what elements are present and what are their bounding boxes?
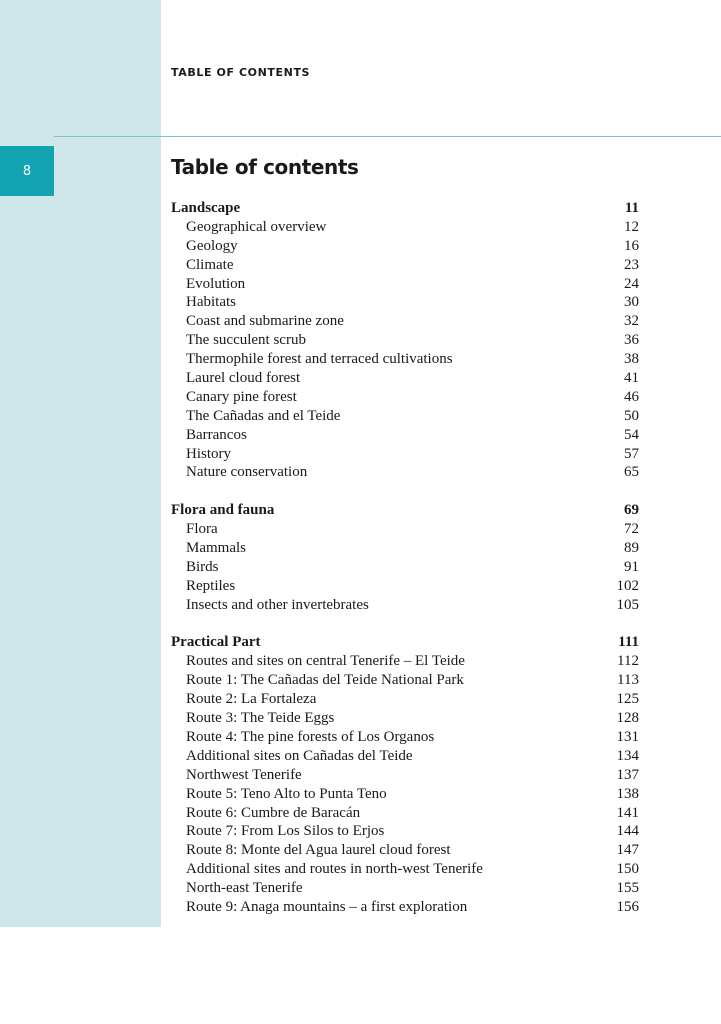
toc-entry-label: The succulent scrub [186, 332, 306, 349]
toc-entry-label: Nature conservation [186, 464, 308, 481]
toc-entry-label: Geology [186, 237, 238, 254]
toc-entry-label: Route 7: From Los Silos to Erjos [186, 823, 385, 840]
toc-entry[interactable] [171, 407, 639, 426]
toc-entry-page: 128 [616, 710, 639, 727]
toc-entry[interactable] [171, 293, 639, 312]
toc-entry-page: 16 [624, 237, 639, 254]
toc-entry-label: Evolution [186, 275, 246, 292]
toc-entry[interactable] [171, 652, 639, 671]
toc-entry-label: Route 8: Monte del Agua laurel cloud forest [186, 842, 451, 859]
toc-entry[interactable] [171, 350, 639, 369]
toc-entry-label: Route 1: The Cañadas del Teide National Park [186, 672, 464, 689]
toc-entry[interactable] [171, 275, 639, 294]
toc-entry[interactable] [171, 577, 639, 596]
toc-entry[interactable] [171, 671, 639, 690]
toc-entry-label: Route 2: La Fortaleza [186, 691, 317, 708]
toc-entry-label: Birds [186, 558, 219, 575]
toc-entry-label: Route 4: The pine forests of Los Organos [186, 728, 435, 745]
toc-entry-label: North-east Tenerife [186, 880, 303, 897]
toc-entry-page: 150 [616, 861, 639, 878]
toc-section-heading[interactable] [171, 501, 639, 520]
toc-entry-label: History [186, 445, 231, 462]
toc-section [171, 501, 639, 614]
toc-entry-label: Route 6: Cumbre de Baracán [186, 804, 361, 821]
toc-entry-label: Routes and sites on central Tenerife – El Teide [186, 653, 465, 670]
toc-entry[interactable] [171, 558, 639, 577]
toc-section-page: 69 [624, 502, 639, 519]
table-of-contents [171, 199, 639, 917]
toc-entry-page: 125 [616, 691, 639, 708]
toc-entry-label: Laurel cloud forest [186, 370, 301, 387]
toc-entry[interactable] [171, 785, 639, 804]
toc-entry-label: Habitats [186, 294, 236, 311]
toc-entry-page: 91 [624, 558, 639, 575]
toc-entry-page: 32 [624, 313, 639, 330]
toc-entry-label: Additional sites and routes in north-west Tenerife [186, 861, 483, 878]
toc-entry-label: Route 5: Teno Alto to Punta Teno [186, 785, 387, 802]
toc-entry-label: Thermophile forest and terraced cultivations [186, 351, 453, 368]
toc-section-heading[interactable] [171, 633, 639, 652]
toc-section-title: Flora and fauna [171, 502, 275, 519]
toc-entry-page: 156 [616, 898, 639, 915]
running-head: TABLE OF CONTENTS [171, 66, 311, 79]
toc-entry-page: 36 [624, 332, 639, 349]
toc-entry[interactable] [171, 822, 639, 841]
toc-entry-page: 57 [624, 445, 639, 462]
toc-entry-label: Mammals [186, 540, 246, 557]
page-number: 8 [22, 163, 32, 179]
toc-entry-label: Climate [186, 256, 234, 273]
toc-entry-page: 50 [624, 407, 639, 424]
toc-entry-page: 137 [616, 766, 639, 783]
toc-entry-label: Reptiles [186, 577, 236, 594]
toc-section [171, 199, 639, 482]
toc-entry-page: 141 [616, 804, 639, 821]
toc-entry-page: 155 [616, 880, 639, 897]
toc-entry[interactable] [171, 331, 639, 350]
toc-entry-page: 38 [624, 351, 639, 368]
page-title: Table of contents [171, 155, 359, 179]
toc-entry[interactable] [171, 841, 639, 860]
toc-entry-label: Geographical overview [186, 218, 327, 235]
toc-entry[interactable] [171, 445, 639, 464]
header-rule [54, 136, 721, 137]
toc-entry-label: Route 3: The Teide Eggs [186, 710, 335, 727]
toc-entry[interactable] [171, 690, 639, 709]
toc-entry-page: 89 [624, 540, 639, 557]
toc-entry[interactable] [171, 709, 639, 728]
toc-entry-label: Canary pine forest [186, 388, 297, 405]
page-number-tab [0, 146, 54, 196]
toc-entry-page: 102 [616, 577, 639, 594]
toc-entry[interactable] [171, 860, 639, 879]
toc-entry-page: 23 [624, 256, 639, 273]
toc-entry-page: 12 [624, 218, 639, 235]
toc-entry[interactable] [171, 728, 639, 747]
toc-entry[interactable] [171, 596, 639, 615]
toc-section-title: Landscape [171, 200, 241, 216]
toc-entry-page: 138 [616, 785, 639, 802]
toc-entry-page: 65 [624, 464, 639, 481]
toc-entry-label: Route 9: Anaga mountains – a first exploration [186, 898, 468, 915]
toc-entry[interactable] [171, 539, 639, 558]
toc-entry-label: Additional sites on Cañadas del Teide [186, 747, 413, 764]
toc-entry-page: 41 [624, 370, 639, 387]
toc-section [171, 633, 639, 916]
toc-entry-page: 72 [624, 521, 639, 538]
toc-entry[interactable] [171, 766, 639, 785]
toc-entry-label: Northwest Tenerife [186, 766, 302, 783]
toc-entry[interactable] [171, 237, 639, 256]
toc-entry[interactable] [171, 388, 639, 407]
toc-entry[interactable] [171, 879, 639, 898]
sidebar-band [0, 0, 161, 927]
toc-entry-label: Flora [186, 521, 218, 538]
toc-entry-page: 112 [617, 653, 639, 670]
toc-section-page: 11 [624, 200, 639, 216]
toc-entry[interactable] [171, 804, 639, 823]
toc-section-heading[interactable] [171, 199, 639, 218]
toc-entry[interactable] [171, 898, 639, 917]
toc-entry[interactable] [171, 520, 639, 539]
toc-entry[interactable] [171, 369, 639, 388]
toc-section-title: Practical Part [171, 634, 261, 651]
toc-entry-page: 113 [617, 672, 639, 689]
toc-entry-page: 54 [624, 426, 639, 443]
toc-entry-page: 46 [624, 388, 639, 405]
toc-entry[interactable] [171, 747, 639, 766]
toc-entry-label: Barrancos [186, 426, 247, 443]
toc-entry-page: 131 [616, 728, 639, 745]
toc-entry[interactable] [171, 256, 639, 275]
toc-entry-label: Coast and submarine zone [186, 313, 344, 330]
toc-entry[interactable] [171, 463, 639, 482]
toc-section-page: 111 [618, 634, 639, 651]
toc-entry-page: 24 [624, 275, 639, 292]
toc-entry-page: 147 [616, 842, 639, 859]
toc-entry-page: 144 [616, 823, 639, 840]
toc-entry[interactable] [171, 426, 639, 445]
toc-entry-page: 105 [616, 596, 639, 613]
toc-entry-page: 30 [624, 294, 639, 311]
toc-entry[interactable] [171, 218, 639, 237]
toc-entry-label: The Cañadas and el Teide [186, 407, 341, 424]
toc-entry[interactable] [171, 312, 639, 331]
toc-entry-page: 134 [616, 747, 639, 764]
toc-entry-label: Insects and other invertebrates [186, 596, 369, 613]
